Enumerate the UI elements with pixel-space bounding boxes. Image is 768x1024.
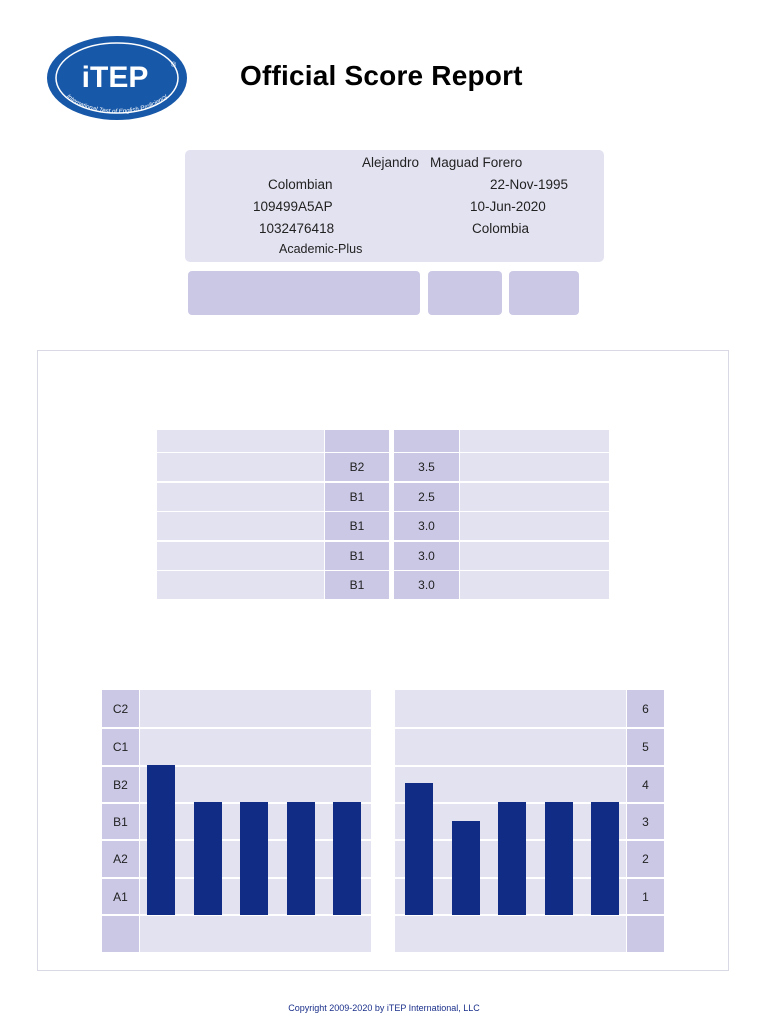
itep-logo — [46, 35, 188, 121]
score-bar — [498, 802, 526, 915]
level-tick-label: B1 — [113, 814, 128, 829]
table-cell — [157, 483, 324, 511]
grid-line — [395, 839, 664, 841]
table-cell — [460, 483, 609, 511]
id-number: 1032476418 — [259, 221, 335, 236]
score-bar — [545, 802, 573, 915]
summary-box-3 — [509, 271, 579, 315]
test-type: Academic-Plus — [279, 242, 363, 256]
table-cell — [157, 571, 324, 599]
grid-line — [102, 877, 371, 879]
score-cell: 2.5 — [394, 483, 459, 511]
score-tick-label: 1 — [642, 889, 649, 904]
table-header-cell — [460, 430, 609, 452]
score-tick-label: 2 — [642, 852, 649, 866]
score-cell: 3.5 — [394, 453, 459, 481]
candidate-info-card — [185, 150, 604, 262]
last-name: Maguad Forero — [430, 155, 523, 170]
date-of-birth: 22-Nov-1995 — [490, 177, 569, 192]
cefr-level-cell: B1 — [325, 512, 389, 540]
table-cell — [460, 542, 609, 570]
score-tick-label: 5 — [642, 740, 649, 754]
score-cell: 3.0 — [394, 571, 459, 599]
cefr-level-cell: B1 — [325, 542, 389, 570]
summary-box-1 — [188, 271, 420, 315]
nationality: Colombian — [268, 177, 333, 192]
grid-line — [395, 877, 664, 879]
score-bar — [405, 783, 433, 915]
grid-line — [395, 727, 664, 729]
cefr-level-cell: B2 — [325, 453, 389, 481]
score-tick-label: 4 — [642, 777, 649, 792]
table-cell — [157, 453, 324, 481]
grid-line — [102, 727, 371, 729]
table-cell — [157, 512, 324, 540]
grid-line — [395, 914, 664, 916]
logo-wordmark: iTEP — [81, 61, 149, 94]
score-tick-label: 6 — [642, 702, 649, 716]
cefr-level-cell: B1 — [325, 571, 389, 599]
page-title: Official Score Report — [240, 60, 523, 91]
table-header-cell — [157, 430, 324, 452]
level-bar — [333, 802, 361, 915]
grid-line — [395, 765, 664, 767]
grid-line — [395, 802, 664, 804]
cefr-level-cell: B1 — [325, 483, 389, 511]
level-bar — [147, 765, 175, 915]
svg-text:®: ® — [171, 62, 177, 69]
logo-tagline: International Test of English Proficiency — [65, 93, 169, 116]
first-name: Alejandro — [362, 155, 420, 170]
score-cell: 3.0 — [394, 512, 459, 540]
score-tick-label: 3 — [642, 814, 649, 829]
score-cell: 3.0 — [394, 542, 459, 570]
level-bar — [287, 802, 315, 915]
grid-line — [102, 802, 371, 804]
summary-box-2 — [428, 271, 502, 315]
table-cell — [460, 512, 609, 540]
table-cell — [157, 542, 324, 570]
table-cell — [460, 571, 609, 599]
level-bar — [240, 802, 268, 915]
table-header-cell — [325, 430, 389, 452]
table-cell — [460, 453, 609, 481]
copyright: Copyright 2009-2020 by iTEP International, LLC — [288, 1003, 480, 1013]
score-bar — [591, 802, 619, 915]
grid-line — [102, 765, 371, 767]
level-tick-label: C2 — [112, 702, 129, 716]
score-bar — [452, 821, 480, 915]
level-tick-label: B2 — [113, 777, 128, 792]
level-tick-label: A2 — [113, 852, 128, 866]
level-tick-label: A1 — [113, 889, 128, 904]
grid-line — [102, 839, 371, 841]
country: Colombia — [472, 221, 530, 236]
test-date: 10-Jun-2020 — [470, 199, 546, 214]
test-id: 109499A5AP — [253, 199, 333, 214]
level-bar — [194, 802, 222, 915]
table-header-cell — [394, 430, 459, 452]
grid-line — [102, 914, 371, 916]
level-tick-label: C1 — [112, 740, 129, 754]
